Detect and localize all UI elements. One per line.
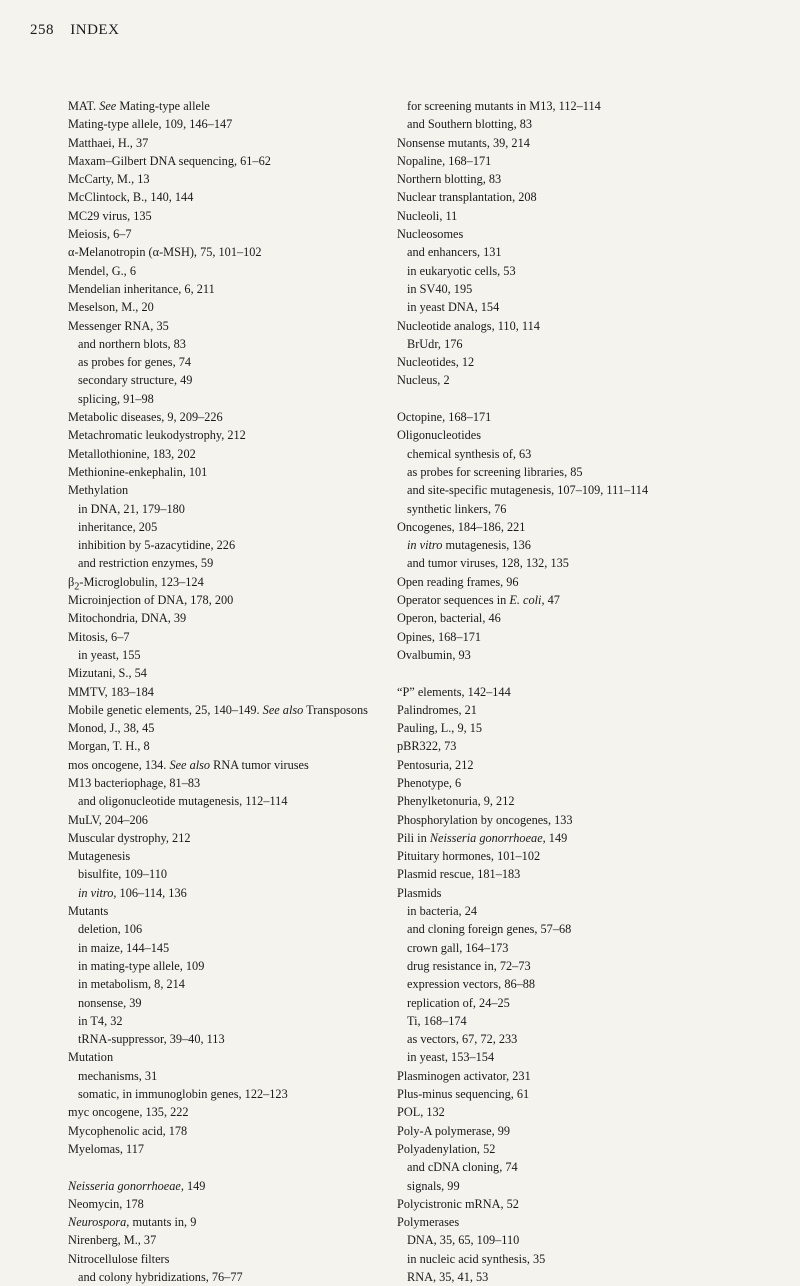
index-entry: McCarty, M., 13 <box>68 172 150 187</box>
index-subentry: in yeast DNA, 154 <box>407 300 500 315</box>
index-entry: Mobile genetic elements, 25, 140–149. See also Transposons <box>68 702 368 717</box>
index-entry: Pituitary hormones, 101–102 <box>397 849 541 864</box>
index-subentry: in maize, 144–145 <box>78 940 170 955</box>
index-subentry: and colony hybridizations, 76–77 <box>78 1270 243 1284</box>
index-entry: Metallothionine, 183, 202 <box>68 446 196 461</box>
index-entry: Pentosuria, 212 <box>397 757 474 772</box>
index-subentry: BrUdr, 176 <box>407 336 463 351</box>
index-entry: MuLV, 204–206 <box>68 812 148 827</box>
index-entry: pBR322, 73 <box>397 739 457 754</box>
index-entry: Pauling, L., 9, 15 <box>397 721 483 736</box>
index-subentry: drug resistance in, 72–73 <box>407 958 531 973</box>
index-subentry: and tumor viruses, 128, 132, 135 <box>407 556 569 571</box>
index-entry: Nucleotide analogs, 110, 114 <box>397 318 540 333</box>
index-subentry: and site-specific mutagenesis, 107–109, 111–114 <box>407 483 649 498</box>
section-spacer <box>397 664 648 682</box>
index-entry: Monod, J., 38, 45 <box>68 721 155 736</box>
index-entry: Meiosis, 6–7 <box>68 227 132 242</box>
index-subentry: in bacteria, 24 <box>407 904 477 919</box>
section-spacer <box>397 390 648 408</box>
index-entry: Matthaei, H., 37 <box>68 135 149 150</box>
index-subentry: and enhancers, 131 <box>407 245 502 260</box>
index-subentry: and oligonucleotide mutagenesis, 112–114 <box>78 794 288 809</box>
index-subentry: in DNA, 21, 179–180 <box>78 501 185 516</box>
index-subentry: in eukaryotic cells, 53 <box>407 263 516 278</box>
index-entry: Mycophenolic acid, 178 <box>68 1123 188 1138</box>
section-spacer <box>68 1158 368 1176</box>
index-entry: Messenger RNA, 35 <box>68 318 169 333</box>
index-entry: Phosphorylation by oncogenes, 133 <box>397 812 573 827</box>
index-entry: α-Melanotropin (α-MSH), 75, 101–102 <box>68 245 262 260</box>
index-subentry: Ti, 168–174 <box>407 1013 467 1028</box>
index-subentry: splicing, 91–98 <box>78 391 154 406</box>
index-entry: Mutation <box>68 1050 114 1065</box>
index-entry: Nopaline, 168–171 <box>397 153 492 168</box>
index-entry: Open reading frames, 96 <box>397 574 519 589</box>
index-entry: M13 bacteriophage, 81–83 <box>68 775 201 790</box>
index-subentry: in T4, 32 <box>78 1013 123 1028</box>
index-subentry: for screening mutants in M13, 112–114 <box>407 99 601 113</box>
index-entry: Nuclear transplantation, 208 <box>397 190 537 205</box>
page-number: 258 <box>30 22 54 38</box>
index-subentry: chemical synthesis of, 63 <box>407 446 532 461</box>
page-header <box>30 22 119 39</box>
index-entry: Neomycin, 178 <box>68 1196 144 1211</box>
index-entry: Plasmids <box>397 885 442 900</box>
index-subentry: as vectors, 67, 72, 233 <box>407 1032 518 1047</box>
index-subentry: bisulfite, 109–110 <box>78 867 168 882</box>
index-subentry: mechanisms, 31 <box>78 1068 158 1083</box>
index-entry: Myelomas, 117 <box>68 1141 145 1156</box>
index-subentry: secondary structure, 49 <box>78 373 193 388</box>
index-entry: Phenylketonuria, 9, 212 <box>397 794 515 809</box>
index-subentry: as probes for screening libraries, 85 <box>407 464 583 479</box>
index-entry: Phenotype, 6 <box>397 775 462 790</box>
index-entry: Nucleoli, 11 <box>397 208 458 223</box>
index-entry: Neurospora, mutants in, 9 <box>68 1215 197 1230</box>
index-entry: Oncogenes, 184–186, 221 <box>397 519 526 534</box>
index-entry: mos oncogene, 134. See also RNA tumor viruses <box>68 757 309 772</box>
index-entry: Operator sequences in E. coli, 47 <box>397 593 560 608</box>
index-entry: Mitochondria, DNA, 39 <box>68 611 187 626</box>
index-entry: Maxam–Gilbert DNA sequencing, 61–62 <box>68 153 271 168</box>
index-entry: Northern blotting, 83 <box>397 172 502 187</box>
index-entry: Plasminogen activator, 231 <box>397 1068 531 1083</box>
index-entry: Plus-minus sequencing, 61 <box>397 1087 530 1102</box>
index-column-right <box>397 97 648 1286</box>
index-entry: Mating-type allele, 109, 146–147 <box>68 117 233 132</box>
index-subentry: inhibition by 5-azacytidine, 226 <box>78 538 236 553</box>
index-subentry: in nucleic acid synthesis, 35 <box>407 1251 546 1266</box>
index-entry: McClintock, B., 140, 144 <box>68 190 194 205</box>
index-subentry: in mating-type allele, 109 <box>78 958 205 973</box>
index-entry: Poly-A polymerase, 99 <box>397 1123 511 1138</box>
index-subentry: DNA, 35, 65, 109–110 <box>407 1233 520 1248</box>
index-entry: Mendel, G., 6 <box>68 263 136 278</box>
index-entry: Mutants <box>68 904 109 919</box>
index-entry: Octopine, 168–171 <box>397 410 492 425</box>
index-subentry: in metabolism, 8, 214 <box>78 977 185 992</box>
index-entry: MC29 virus, 135 <box>68 208 152 223</box>
index-entry: Operon, bacterial, 46 <box>397 611 501 626</box>
index-entry: Meselson, M., 20 <box>68 300 154 315</box>
index-subentry: crown gall, 164–173 <box>407 940 509 955</box>
index-entry: Nirenberg, M., 37 <box>68 1233 157 1248</box>
index-subentry: as probes for genes, 74 <box>78 355 192 370</box>
index-column-left <box>68 97 368 1286</box>
index-subentry: RNA, 35, 41, 53 <box>407 1270 489 1284</box>
index-entry: Polyadenylation, 52 <box>397 1141 496 1156</box>
index-entry: “P” elements, 142–144 <box>397 684 511 699</box>
index-entry: Metachromatic leukodystrophy, 212 <box>68 428 246 443</box>
index-entry: POL, 132 <box>397 1105 445 1120</box>
index-entry: Methylation <box>68 483 129 498</box>
index-entry: Morgan, T. H., 8 <box>68 739 150 754</box>
index-entry: Nucleotides, 12 <box>397 355 475 370</box>
index-entry: Nonsense mutants, 39, 214 <box>397 135 530 150</box>
index-subentry: in yeast, 155 <box>78 647 141 662</box>
index-subentry: nonsense, 39 <box>78 995 142 1010</box>
index-entry: Plasmid rescue, 181–183 <box>397 867 521 882</box>
index-entry: Polycistronic mRNA, 52 <box>397 1196 519 1211</box>
index-entry: Mitosis, 6–7 <box>68 629 130 644</box>
index-entry: MMTV, 183–184 <box>68 684 154 699</box>
index-entry: Mizutani, S., 54 <box>68 666 147 681</box>
index-subentry: somatic, in immunoglobin genes, 122–123 <box>78 1087 288 1102</box>
index-subentry: replication of, 24–25 <box>407 995 510 1010</box>
index-subentry: in vitro, 106–114, 136 <box>78 885 187 900</box>
index-subentry: and cloning foreign genes, 57–68 <box>407 922 572 937</box>
index-subentry: and Southern blotting, 83 <box>407 117 533 132</box>
index-subentry: signals, 99 <box>407 1178 460 1193</box>
index-entry: Ovalbumin, 93 <box>397 647 471 662</box>
index-subentry: deletion, 106 <box>78 922 143 937</box>
index-subentry: and cDNA cloning, 74 <box>407 1160 518 1175</box>
index-subentry: in vitro mutagenesis, 136 <box>407 538 531 553</box>
index-subentry: synthetic linkers, 76 <box>407 501 507 516</box>
page-title: INDEX <box>70 22 120 38</box>
index-entry: Nucleus, 2 <box>397 373 450 388</box>
index-entry: Mutagenesis <box>68 849 131 864</box>
index-entry: Opines, 168–171 <box>397 629 482 644</box>
index-entry: Muscular dystrophy, 212 <box>68 830 191 845</box>
index-entry: Neisseria gonorrhoeae, 149 <box>68 1178 206 1193</box>
index-subentry: and restriction enzymes, 59 <box>78 556 214 571</box>
index-subentry: and northern blots, 83 <box>78 336 186 351</box>
index-entry: Microinjection of DNA, 178, 200 <box>68 593 234 608</box>
index-subentry: in yeast, 153–154 <box>407 1050 495 1065</box>
index-subentry: expression vectors, 86–88 <box>407 977 536 992</box>
index-entry: $\beta_2$-Microglobulin, 123–124 <box>68 574 204 593</box>
index-entry: MAT. See Mating-type allele <box>68 99 210 113</box>
index-entry: Palindromes, 21 <box>397 702 477 717</box>
index-subentry: tRNA-suppressor, 39–40, 113 <box>78 1032 225 1047</box>
index-entry: Pili in Neisseria gonorrhoeae, 149 <box>397 830 568 845</box>
index-entry: myc oncogene, 135, 222 <box>68 1105 189 1120</box>
index-entry: Metabolic diseases, 9, 209–226 <box>68 410 223 425</box>
index-entry: Methionine-enkephalin, 101 <box>68 464 208 479</box>
index-entry: Polymerases <box>397 1215 460 1230</box>
index-entry: Nucleosomes <box>397 227 464 242</box>
index-subentry: in SV40, 195 <box>407 281 473 296</box>
index-entry: Nitrocellulose filters <box>68 1251 170 1266</box>
index-entry: Oligonucleotides <box>397 428 482 443</box>
index-subentry: inheritance, 205 <box>78 519 158 534</box>
index-entry: Mendelian inheritance, 6, 211 <box>68 281 215 296</box>
